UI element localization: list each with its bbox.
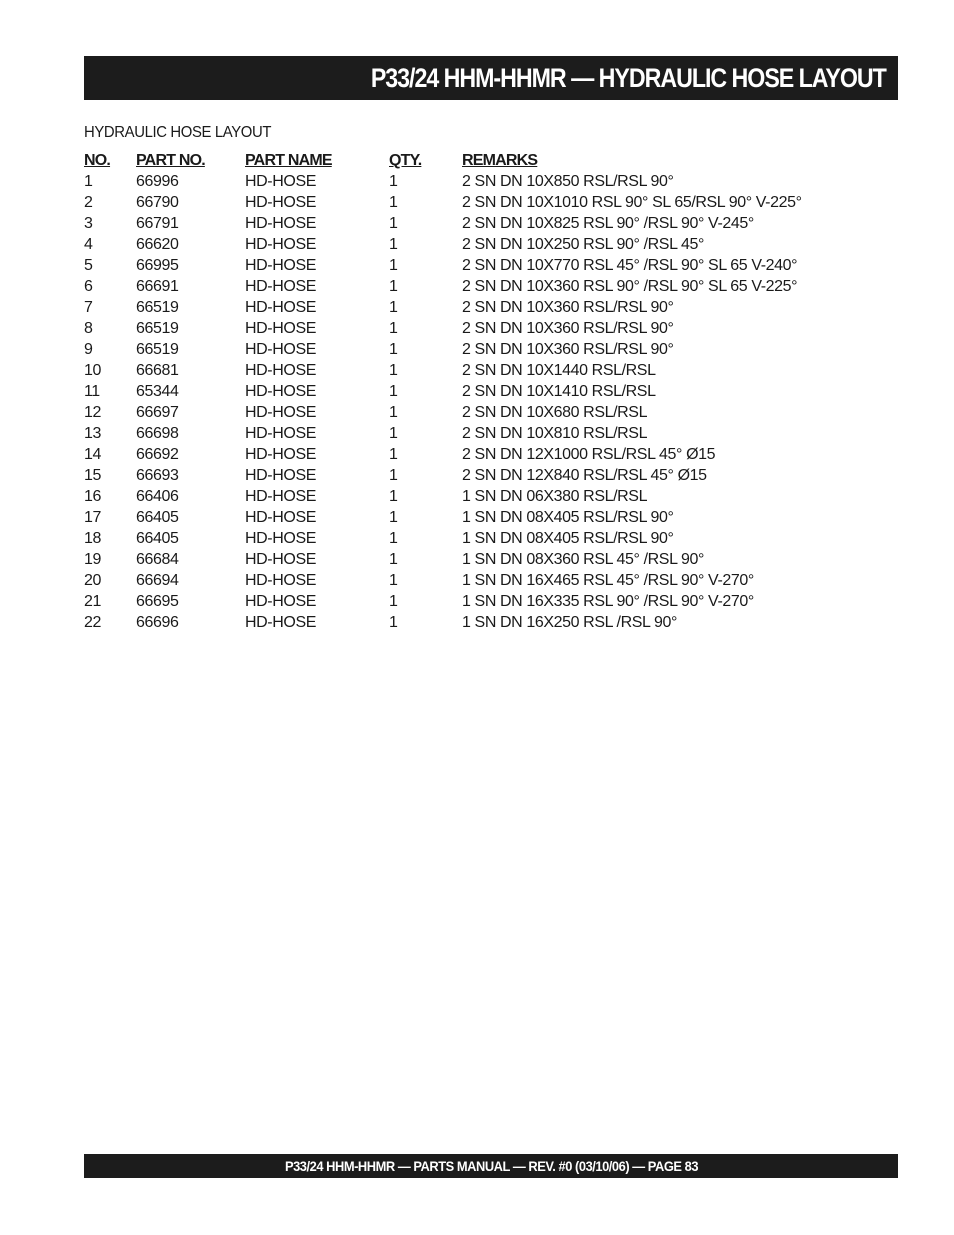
table-row	[84, 339, 822, 360]
parts-table-body	[84, 171, 822, 633]
cell-remarks: 1 SN DN 08X405 RSL/RSL 90°	[462, 530, 674, 547]
cell-remarks: 1 SN DN 16X465 RSL 45° /RSL 90° V-270°	[462, 572, 754, 589]
table-row	[84, 402, 822, 423]
cell-qty: 1	[389, 278, 398, 295]
cell-part-name: HD-HOSE	[245, 488, 316, 505]
cell-part-name: HD-HOSE	[245, 509, 316, 526]
cell-qty: 1	[389, 362, 398, 379]
table-row	[84, 486, 822, 507]
cell-part-no: 66790	[136, 194, 179, 211]
cell-part-no: 65344	[136, 383, 179, 400]
cell-part-no: 66519	[136, 320, 179, 337]
table-row	[84, 171, 822, 192]
cell-part-no: 66681	[136, 362, 179, 379]
cell-part-no: 66692	[136, 446, 179, 463]
cell-part-no: 66620	[136, 236, 179, 253]
cell-part-no: 66695	[136, 593, 179, 610]
cell-part-name: HD-HOSE	[245, 404, 316, 421]
cell-no: 11	[84, 383, 100, 400]
table-row	[84, 276, 822, 297]
parts-table	[84, 150, 822, 633]
cell-part-name: HD-HOSE	[245, 467, 316, 484]
cell-part-no: 66684	[136, 551, 179, 568]
cell-remarks: 1 SN DN 06X380 RSL/RSL	[462, 488, 648, 505]
cell-qty: 1	[389, 488, 398, 505]
cell-no: 9	[84, 341, 93, 358]
table-row	[84, 507, 822, 528]
cell-part-name: HD-HOSE	[245, 173, 316, 190]
cell-part-name: HD-HOSE	[245, 425, 316, 442]
cell-no: 12	[84, 404, 101, 421]
cell-remarks: 2 SN DN 10X360 RSL 90° /RSL 90° SL 65 V-225°	[462, 278, 798, 295]
cell-part-no: 66519	[136, 299, 179, 316]
cell-no: 18	[84, 530, 101, 547]
cell-remarks: 2 SN DN 10X680 RSL/RSL	[462, 404, 648, 421]
cell-part-no: 66405	[136, 530, 179, 547]
cell-part-no: 66405	[136, 509, 179, 526]
table-row	[84, 360, 822, 381]
cell-qty: 1	[389, 341, 398, 358]
cell-qty: 1	[389, 425, 398, 442]
cell-qty: 1	[389, 404, 398, 421]
cell-part-name: HD-HOSE	[245, 299, 316, 316]
cell-remarks: 2 SN DN 12X840 RSL/RSL 45° Ø15	[462, 467, 707, 484]
cell-remarks: 2 SN DN 10X360 RSL/RSL 90°	[462, 299, 674, 316]
cell-part-no: 66698	[136, 425, 179, 442]
cell-no: 1	[84, 173, 93, 190]
cell-remarks: 2 SN DN 10X810 RSL/RSL	[462, 425, 648, 442]
page-footer: P33/24 HHM-HHMR — PARTS MANUAL — REV. #0 (03/10/06) — PAGE 83	[284, 1158, 698, 1174]
table-row	[84, 318, 822, 339]
column-header-part-name: PART NAME	[245, 152, 332, 169]
page-footer-bar	[84, 1154, 898, 1178]
cell-remarks: 2 SN DN 10X1010 RSL 90° SL 65/RSL 90° V-225°	[462, 194, 802, 211]
cell-part-no: 66697	[136, 404, 179, 421]
cell-remarks: 2 SN DN 10X360 RSL/RSL 90°	[462, 341, 674, 358]
cell-remarks: 1 SN DN 16X335 RSL 90° /RSL 90° V-270°	[462, 593, 754, 610]
cell-part-name: HD-HOSE	[245, 614, 316, 631]
cell-qty: 1	[389, 236, 398, 253]
cell-no: 5	[84, 257, 93, 274]
page-title: P33/24 HHM-HHMR — HYDRAULIC HOSE LAYOUT	[371, 62, 886, 93]
cell-part-name: HD-HOSE	[245, 362, 316, 379]
table-row	[84, 213, 822, 234]
table-row	[84, 423, 822, 444]
cell-part-name: HD-HOSE	[245, 383, 316, 400]
cell-no: 20	[84, 572, 101, 589]
cell-part-no: 66696	[136, 614, 179, 631]
cell-no: 15	[84, 467, 101, 484]
cell-no: 3	[84, 215, 93, 232]
cell-part-name: HD-HOSE	[245, 551, 316, 568]
cell-part-no: 66694	[136, 572, 179, 589]
page-title-bar	[84, 56, 898, 100]
cell-no: 16	[84, 488, 101, 505]
cell-no: 22	[84, 614, 101, 631]
cell-qty: 1	[389, 446, 398, 463]
cell-part-name: HD-HOSE	[245, 215, 316, 232]
cell-no: 8	[84, 320, 93, 337]
cell-remarks: 2 SN DN 10X850 RSL/RSL 90°	[462, 173, 674, 190]
cell-qty: 1	[389, 383, 398, 400]
cell-no: 10	[84, 362, 101, 379]
cell-no: 6	[84, 278, 93, 295]
cell-part-no: 66693	[136, 467, 179, 484]
cell-remarks: 2 SN DN 10X770 RSL 45° /RSL 90° SL 65 V-240°	[462, 257, 798, 274]
cell-qty: 1	[389, 173, 398, 190]
cell-part-name: HD-HOSE	[245, 236, 316, 253]
cell-no: 17	[84, 509, 101, 526]
cell-remarks: 2 SN DN 10X360 RSL/RSL 90°	[462, 320, 674, 337]
cell-qty: 1	[389, 530, 398, 547]
table-row	[84, 591, 822, 612]
cell-part-name: HD-HOSE	[245, 341, 316, 358]
cell-qty: 1	[389, 551, 398, 568]
cell-part-name: HD-HOSE	[245, 278, 316, 295]
cell-part-name: HD-HOSE	[245, 257, 316, 274]
table-row	[84, 549, 822, 570]
table-row	[84, 234, 822, 255]
cell-qty: 1	[389, 299, 398, 316]
cell-remarks: 1 SN DN 16X250 RSL /RSL 90°	[462, 614, 677, 631]
table-row	[84, 612, 822, 633]
cell-part-no: 66406	[136, 488, 179, 505]
cell-no: 7	[84, 299, 93, 316]
column-header-no: NO.	[84, 152, 111, 169]
cell-remarks: 2 SN DN 10X1410 RSL/RSL	[462, 383, 656, 400]
cell-part-no: 66996	[136, 173, 179, 190]
cell-qty: 1	[389, 194, 398, 211]
cell-part-no: 66519	[136, 341, 179, 358]
cell-no: 13	[84, 425, 101, 442]
table-row	[84, 528, 822, 549]
table-row	[84, 570, 822, 591]
table-header-row	[84, 150, 822, 171]
table-row	[84, 192, 822, 213]
table-row	[84, 444, 822, 465]
cell-qty: 1	[389, 593, 398, 610]
cell-part-no: 66791	[136, 215, 179, 232]
cell-remarks: 2 SN DN 10X250 RSL 90° /RSL 45°	[462, 236, 705, 253]
cell-part-name: HD-HOSE	[245, 572, 316, 589]
cell-remarks: 2 SN DN 12X1000 RSL/RSL 45° Ø15	[462, 446, 716, 463]
cell-qty: 1	[389, 572, 398, 589]
cell-part-name: HD-HOSE	[245, 593, 316, 610]
column-header-qty: QTY.	[389, 152, 422, 169]
cell-qty: 1	[389, 320, 398, 337]
cell-part-name: HD-HOSE	[245, 446, 316, 463]
cell-no: 21	[84, 593, 101, 610]
table-row	[84, 297, 822, 318]
table-row	[84, 255, 822, 276]
table-row	[84, 381, 822, 402]
section-label: HYDRAULIC HOSE LAYOUT	[84, 124, 272, 141]
cell-part-no: 66691	[136, 278, 179, 295]
cell-no: 14	[84, 446, 101, 463]
cell-no: 2	[84, 194, 93, 211]
cell-qty: 1	[389, 509, 398, 526]
cell-remarks: 2 SN DN 10X1440 RSL/RSL	[462, 362, 656, 379]
cell-part-name: HD-HOSE	[245, 530, 316, 547]
column-header-remarks: REMARKS	[462, 152, 538, 169]
cell-no: 4	[84, 236, 93, 253]
cell-qty: 1	[389, 467, 398, 484]
cell-remarks: 1 SN DN 08X405 RSL/RSL 90°	[462, 509, 674, 526]
cell-remarks: 2 SN DN 10X825 RSL 90° /RSL 90° V-245°	[462, 215, 754, 232]
column-header-part-no: PART NO.	[136, 152, 205, 169]
cell-qty: 1	[389, 257, 398, 274]
cell-part-no: 66995	[136, 257, 179, 274]
cell-qty: 1	[389, 614, 398, 631]
cell-part-name: HD-HOSE	[245, 320, 316, 337]
table-row	[84, 465, 822, 486]
cell-no: 19	[84, 551, 101, 568]
cell-qty: 1	[389, 215, 398, 232]
cell-remarks: 1 SN DN 08X360 RSL 45° /RSL 90°	[462, 551, 705, 568]
cell-part-name: HD-HOSE	[245, 194, 316, 211]
